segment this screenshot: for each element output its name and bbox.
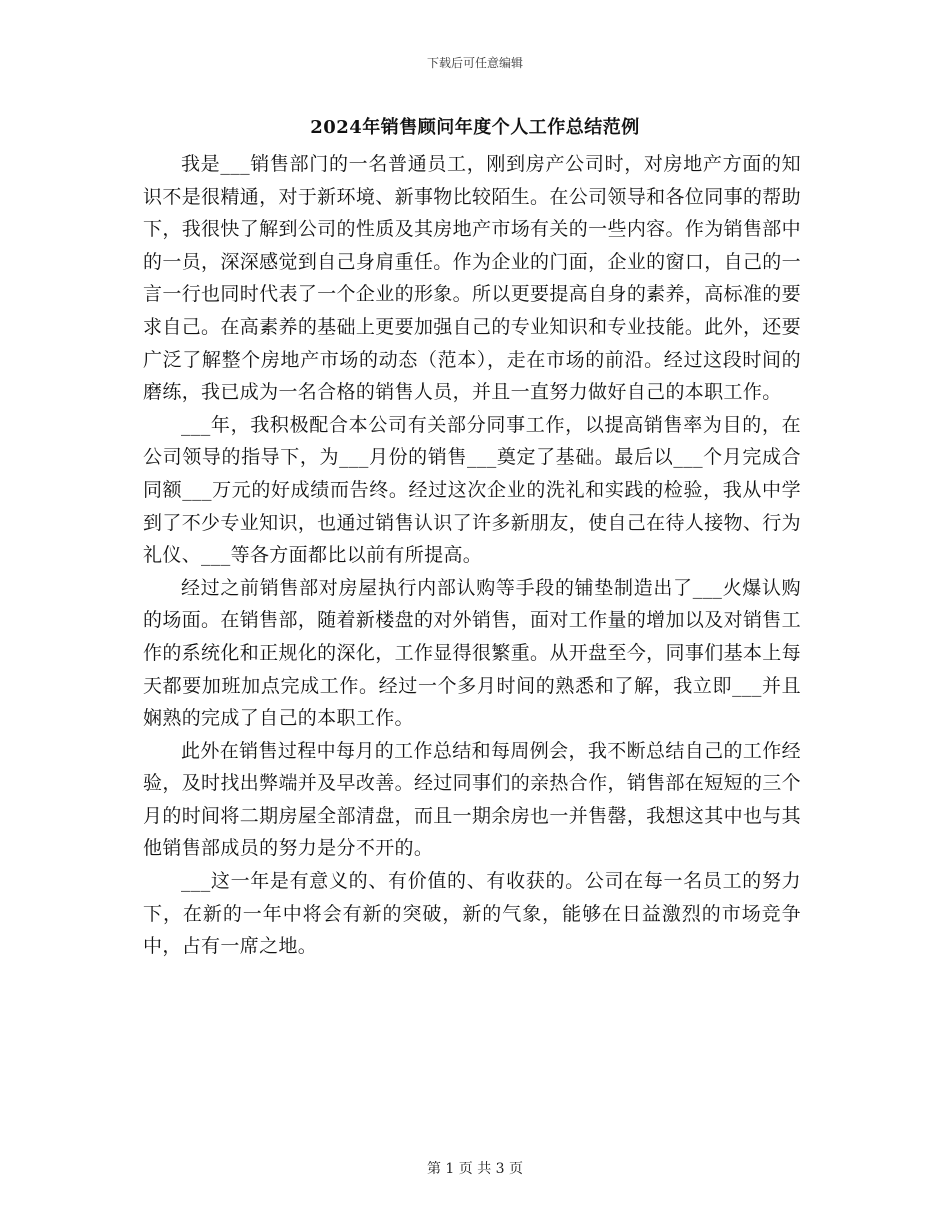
paragraph: 此外在销售过程中每月的工作总结和每周例会，我不断总结自己的工作经验，及时找出弊端并及早改善。经过同事们的亲热合作，销售部在短短的三个月的时间将二期房屋全部清盘，而且一期余房也一并售罄，我想这其中也与其他销售部成员的努力是分不开的。 — [143, 739, 801, 860]
paragraph: 我是___销售部门的一名普通员工，刚到房产公司时，对房地产方面的知识不是很精通，对于新环境、新事物比较陌生。在公司领导和各位同事的帮助下，我很快了解到公司的性质及其房地产市场有关的一些内容。作为销售部中的一员，深深感觉到自己身肩重任。作为企业的门面，企业的窗口，自己的一言一行也同时代表了一个企业的形象。所以更要提高自身的素养，高标准的要求自己。在高素养的基础上更要加强自己的专业知识和专业技能。此外，还要广泛了解整个房地产市场的动态（范本），走在市场的前沿。经过这段时间的磨练，我已成为一名合格的销售人员，并且一直努力做好自己的本职工作。 — [143, 153, 801, 404]
document-body — [143, 148, 801, 963]
page-number: 第 1 页 共 3 页 — [426, 1161, 524, 1177]
paragraph: ___这一年是有意义的、有价值的、有收获的。公司在每一名员工的努力下，在新的一年中将会有新的突破，新的气象，能够在日益激烈的市场竞争中，占有一席之地。 — [143, 870, 801, 958]
document-title: 2024年销售顾问年度个人工作总结范例 — [310, 117, 640, 138]
header-note: 下载后可任意编辑 — [426, 56, 523, 70]
paragraph: ___年，我积极配合本公司有关部分同事工作，以提高销售率为目的，在公司领导的指导下，为___月份的销售___奠定了基础。最后以___个月完成合同额___万元的好成绩而告终。经过这次企业的洗礼和实践的检验，我从中学到了不少专业知识，也通过销售认识了许多新朋友，使自己在待人接物、行为礼仪、___等各方面都比以前有所提高。 — [143, 413, 801, 567]
paragraph: 经过之前销售部对房屋执行内部认购等手段的铺垫制造出了___火爆认购的场面。在销售部，随着新楼盘的对外销售，面对工作量的增加以及对销售工作的系统化和正规化的深化，工作显得很繁重。从开盘至今，同事们基本上每天都要加班加点完成工作。经过一个多月时间的熟悉和了解，我立即___并且娴熟的完成了自己的本职工作。 — [143, 576, 801, 730]
